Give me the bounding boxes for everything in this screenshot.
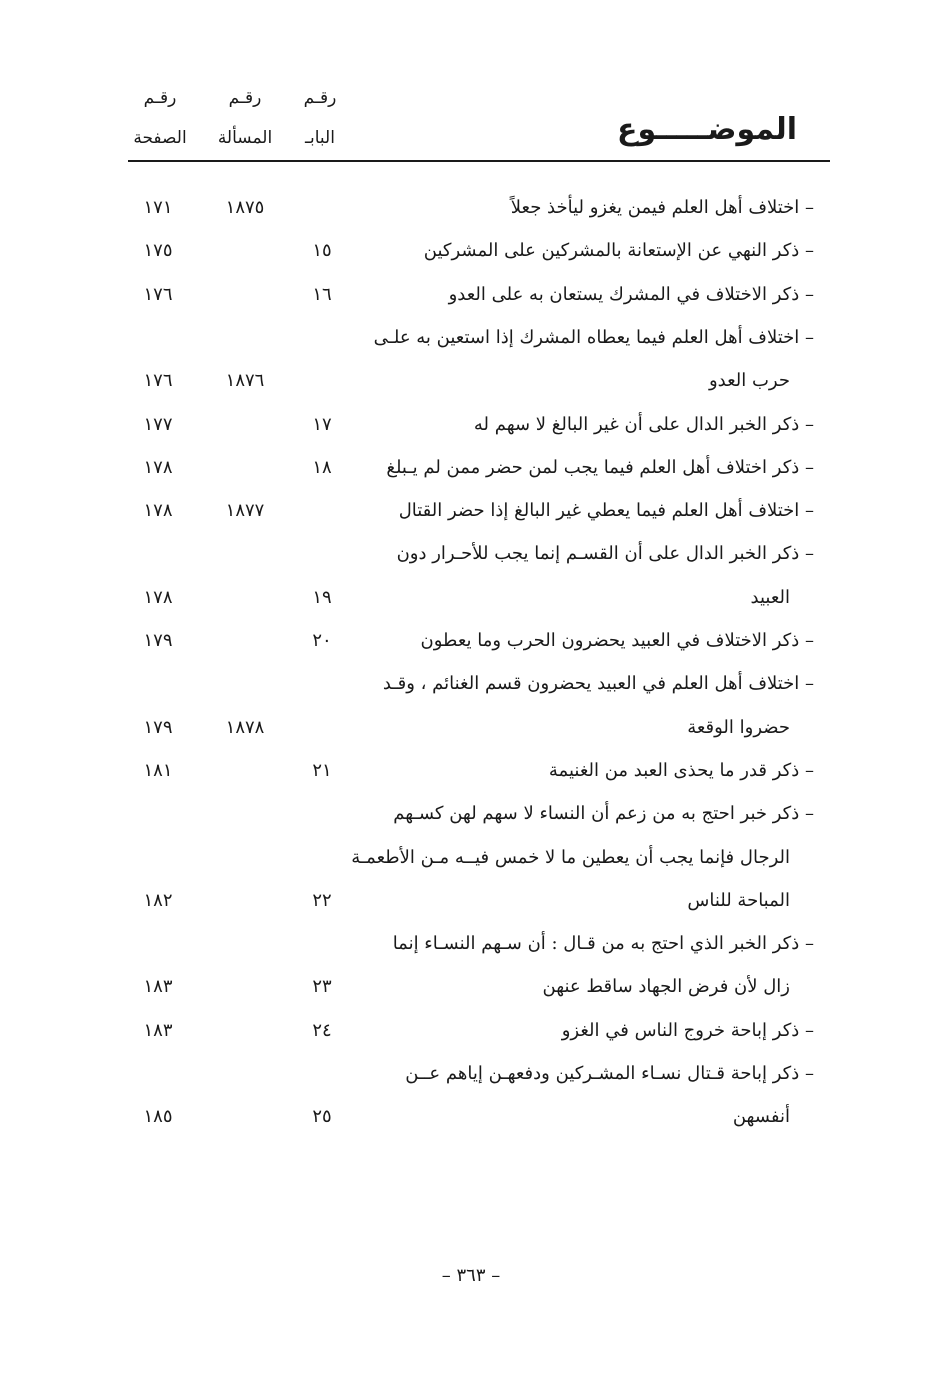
- topic-text: – ذكر إباحة خروج الناس في الغزو: [561, 1019, 814, 1041]
- page-ref-number: ١٧١: [143, 197, 173, 218]
- topic-text: – اختلاف أهل العلم فيما يعطاه المشرك إذا استعين به علـى: [373, 326, 814, 348]
- issue-number: ١٨٧٥: [225, 197, 265, 218]
- topic-text: – اختلاف أهل العلم فيما يعطي غير البالغ إذا حضر القتال: [398, 500, 814, 522]
- chapter-number: ١٦: [312, 283, 332, 305]
- index-row: [0, 536, 942, 580]
- topic-text: زال لأن فرض الجهاد ساقط عنهن: [542, 976, 790, 998]
- page-ref-number: ١٧٥: [143, 240, 173, 262]
- page-title: الموضـــــوع: [616, 112, 797, 147]
- header-divider: [128, 160, 830, 162]
- page-header-line1: رقـم: [143, 88, 177, 108]
- index-row: [0, 883, 942, 927]
- chapter-number: ١٨: [312, 456, 332, 478]
- page-ref-number: ١٧٨: [143, 586, 173, 608]
- issue-header-line2: المسألة: [217, 128, 273, 148]
- issue-header-line1: رقـم: [228, 88, 262, 108]
- chapter-number: ٢٤: [312, 1019, 332, 1041]
- index-row: [0, 277, 942, 321]
- index-row: [0, 666, 942, 710]
- topic-text: – ذكر الخبر الدال على أن غير البالغ لا سهم له: [473, 413, 814, 435]
- index-row: [0, 926, 942, 970]
- topic-text: – اختلاف أهل العلم فيمن يغزو ليأخذ جعلاً: [510, 197, 814, 218]
- page-ref-number: ١٨٥: [143, 1106, 173, 1128]
- page-ref-number: ١٧٨: [143, 456, 173, 478]
- index-row: [0, 710, 942, 754]
- index-row: [0, 363, 942, 407]
- topic-text: حضروا الوقعة: [687, 716, 790, 738]
- issue-number: ١٨٧٧: [225, 500, 265, 522]
- index-row: [0, 1099, 942, 1143]
- topic-text: – ذكر الاختلاف في المشرك يستعان به على العدو: [448, 283, 814, 305]
- chapter-number: ٢٣: [312, 976, 332, 998]
- page-ref-number: ١٧٩: [143, 630, 173, 651]
- page-ref-number: ١٨٣: [143, 976, 173, 998]
- index-row: [0, 493, 942, 537]
- page-ref-number: ١٨٣: [143, 1019, 173, 1041]
- page-number: – ٣٦٣ –: [441, 1265, 501, 1286]
- page-header-line2: الصفحة: [133, 128, 187, 148]
- topic-text: الرجال فإنما يجب أن يعطين ما لا خمس فيــه مـن الأطعمـة: [351, 846, 790, 868]
- page-ref-number: ١٧٧: [143, 413, 173, 435]
- topic-text: العبيد: [750, 586, 790, 608]
- page-column-header: [120, 90, 200, 147]
- index-row: [0, 1013, 942, 1057]
- topic-text: – ذكر قدر ما يحذى العبد من الغنيمة: [548, 759, 814, 781]
- topic-text: – ذكر خبر احتج به من زعم أن النساء لا سهم لهن كسـهم: [393, 803, 814, 825]
- chapter-number: ٢٠: [312, 630, 332, 651]
- page-ref-number: ١٨١: [143, 759, 173, 781]
- topic-text: أنفسهن: [732, 1106, 790, 1128]
- index-row: [0, 233, 942, 277]
- index-row: [0, 796, 942, 840]
- index-row: [0, 450, 942, 494]
- chapter-header-line2: البابـ: [305, 128, 335, 148]
- index-row: [0, 840, 942, 884]
- chapter-number: ٢١: [312, 759, 332, 781]
- topic-text: – ذكر اختلاف أهل العلم فيما يجب لمن حضر ممن لم يـبلغ: [386, 456, 814, 478]
- page-ref-number: ١٧٦: [143, 370, 173, 392]
- topic-text: – ذكر الخبر الذي احتج به من قـال : أن سـهم النسـاء إنما: [392, 933, 814, 955]
- chapter-number: ٢٥: [312, 1106, 332, 1128]
- index-row: [0, 320, 942, 364]
- chapter-number: ٢٢: [312, 889, 332, 911]
- page-ref-number: ١٧٨: [143, 500, 173, 522]
- page-ref-number: ١٧٩: [143, 716, 173, 738]
- page-ref-number: ١٨٢: [143, 889, 173, 911]
- chapter-header-line1: رقـم: [303, 88, 337, 108]
- index-row: [0, 580, 942, 624]
- chapter-column-header: [290, 90, 350, 147]
- chapter-number: ١٩: [312, 586, 332, 608]
- topic-text: – اختلاف أهل العلم في العبيد يحضرون قسم الغنائم ، وقـد: [382, 673, 814, 695]
- index-row: [0, 623, 942, 667]
- chapter-number: ١٥: [312, 240, 332, 262]
- page-ref-number: ١٧٦: [143, 283, 173, 305]
- index-row: [0, 969, 942, 1013]
- issue-number: ١٨٧٨: [225, 716, 265, 738]
- index-row: [0, 1056, 942, 1100]
- topic-text: – ذكر الخبر الدال على أن القسـم إنما يجب للأحـرار دون: [396, 543, 814, 565]
- index-row: [0, 407, 942, 451]
- issue-column-header: [205, 90, 285, 147]
- issue-number: ١٨٧٦: [225, 370, 265, 392]
- index-row: [0, 190, 942, 234]
- index-row: [0, 753, 942, 797]
- chapter-number: ١٧: [312, 413, 332, 435]
- topic-text: حرب العدو: [708, 370, 790, 392]
- topic-text: – ذكر إباحة قـتال نسـاء المشـركين ودفعهـن إياهم عــن: [405, 1063, 814, 1084]
- topic-text: – ذكر الاختلاف في العبيد يحضرون الحرب وما يعطون: [420, 630, 814, 651]
- topic-text: المباحة للناس: [687, 889, 790, 911]
- topic-text: – ذكر النهي عن الإستعانة بالمشركين على المشركين: [423, 240, 814, 262]
